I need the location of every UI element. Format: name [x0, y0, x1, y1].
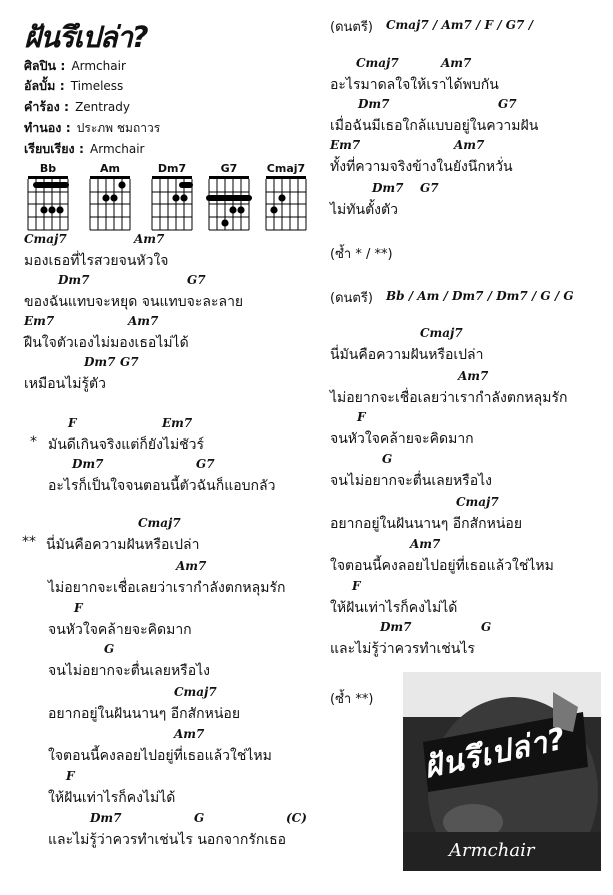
chord: Em7: [162, 416, 193, 430]
album-cover-image: [403, 672, 601, 871]
chord: F: [68, 416, 77, 430]
lyric-line: เมื่อฉันมีเธอใกล้แบบอยู่ในความฝัน: [330, 118, 539, 134]
chord: F: [66, 769, 75, 783]
chord: Cmaj7: [24, 232, 67, 246]
lyric-line: จนหัวใจคล้ายจะคิดมาก: [330, 431, 474, 447]
interlude-label: (ดนตรี): [330, 291, 373, 306]
lyric-line: ของฉันแทบจะหยุด จนแทบจะละลาย: [24, 294, 244, 310]
chord: Dm7: [380, 620, 412, 634]
chord: F: [74, 601, 83, 615]
meta-arranger: เรียบเรียง : Armchair: [24, 141, 145, 156]
chord: Am7: [454, 138, 485, 152]
lyric-line: จนไม่อยากจะตื่นเลยหรือไง: [48, 663, 210, 679]
chord: G: [104, 642, 115, 656]
chord: Dm7: [58, 273, 90, 287]
chord: Cmaj7: [356, 56, 399, 70]
lyric-line: ใจตอนนี้คงลอยไปอยู่ที่เธอแล้วใช่ไหม: [330, 558, 554, 574]
meta-album: อัลบั้ม : Timeless: [24, 78, 124, 93]
repeat-note: (ซ้ำ **): [330, 692, 374, 707]
chord: F: [352, 579, 361, 593]
chord: Am7: [441, 56, 472, 70]
lyric-line: จนไม่อยากจะตื่นเลยหรือไง: [330, 473, 492, 489]
chord: Cmaj7: [456, 495, 499, 509]
chord: G7: [196, 457, 215, 471]
lyric-line: จนหัวใจคล้ายจะคิดมาก: [48, 622, 192, 638]
song-title: ฝันรึเปล่า?: [24, 20, 148, 54]
lyric-line: มองเธอที่ไรสวยจนหัวใจ: [24, 253, 169, 269]
chord: G: [382, 452, 393, 466]
chord: Dm7: [84, 355, 116, 369]
chord: Cmaj7: [138, 516, 181, 530]
chord: Am7: [176, 559, 207, 573]
lyric-line: และไม่รู้ว่าควรทำเช่นไร นอกจากรักเธอ: [48, 832, 287, 848]
chord: Dm7: [90, 811, 122, 825]
chord: G: [481, 620, 492, 634]
chord: G7: [187, 273, 206, 287]
chord-diagram-bb: Bb: [24, 162, 72, 232]
meta-composer: ทำนอง : ประภพ ชมถาวร: [24, 120, 161, 135]
chord: Dm7: [72, 457, 104, 471]
section-marker: *: [30, 434, 37, 450]
intro-chords: Cmaj7 / Am7 / F / G7 /: [386, 18, 533, 32]
lyric-line: ใจตอนนี้คงลอยไปอยู่ที่เธอแล้วใช่ไหม: [48, 748, 272, 764]
chord: Cmaj7: [174, 685, 217, 699]
chord: (C): [286, 811, 307, 825]
meta-lyricist: คำร้อง : Zentrady: [24, 99, 130, 114]
meta-artist: ศิลปิน : Armchair: [24, 58, 126, 73]
repeat-note: (ซ้ำ * / **): [330, 247, 393, 262]
chord: G7: [498, 97, 517, 111]
chord-diagram-g7: G7: [205, 162, 253, 232]
intro-label: (ดนตรี): [330, 20, 373, 35]
lyric-line: นี่มันคือความฝันหรือเปล่า: [330, 347, 484, 363]
chord: Em7: [24, 314, 55, 328]
lyric-line: เหมือนไม่รู้ตัว: [24, 376, 106, 392]
interlude-chords: Bb / Am / Dm7 / Dm7 / G / G: [386, 289, 574, 303]
lyric-line: อะไรมาดลใจให้เราได้พบกัน: [330, 77, 499, 93]
lyric-line: ไม่ทันตั้งตัว: [330, 202, 398, 218]
chord-diagram-cmaj7: Cmaj7: [262, 162, 310, 232]
lyric-line: อยากอยู่ในฝันนานๆ อีกสักหน่อย: [48, 706, 241, 722]
lyric-line: ให้ฝันเท่าไรก็คงไม่ได้: [330, 600, 458, 616]
cover-title: ฝันรึเปล่า?: [420, 721, 570, 786]
chord: Am7: [128, 314, 159, 328]
cover-brand: Armchair: [449, 840, 535, 861]
chord: Dm7: [358, 97, 390, 111]
chord: Am7: [134, 232, 165, 246]
chord-diagram-am: Am: [86, 162, 134, 232]
chord: F: [357, 410, 366, 424]
lyric-line: ทั้งที่ความจริงข้างในยังนึกหวั่น: [330, 159, 513, 175]
lyric-line: ไม่อยากจะเชื่อเลยว่าเรากำลังตกหลุมรัก: [48, 580, 286, 596]
chord: Am7: [458, 369, 489, 383]
chord: Cmaj7: [420, 326, 463, 340]
lyric-line: ฝืนใจตัวเองไม่มองเธอไม่ได้: [24, 335, 189, 351]
lyric-line: อะไรก็เป็นใจจนตอนนี้ตัวฉันก็แอบกลัว: [48, 478, 276, 494]
lyric-line: และไม่รู้ว่าควรทำเช่นไร: [330, 641, 475, 657]
chord: G: [194, 811, 205, 825]
chord: Em7: [330, 138, 361, 152]
chord: G7: [120, 355, 139, 369]
chord: Am7: [174, 727, 205, 741]
section-marker: **: [22, 534, 36, 550]
chord: G7: [420, 181, 439, 195]
lyric-line: มันดีเกินจริงแต่ก็ยังไม่ชัวร์: [48, 437, 205, 453]
chord: Am7: [410, 537, 441, 551]
chord-diagram-dm7: Dm7: [148, 162, 196, 232]
chord: Dm7: [372, 181, 404, 195]
lyric-line: ไม่อยากจะเชื่อเลยว่าเรากำลังตกหลุมรัก: [330, 390, 568, 406]
lyric-line: ให้ฝันเท่าไรก็คงไม่ได้: [48, 790, 176, 806]
lyric-line: อยากอยู่ในฝันนานๆ อีกสักหน่อย: [330, 516, 523, 532]
lyric-line: นี่มันคือความฝันหรือเปล่า: [46, 537, 200, 553]
